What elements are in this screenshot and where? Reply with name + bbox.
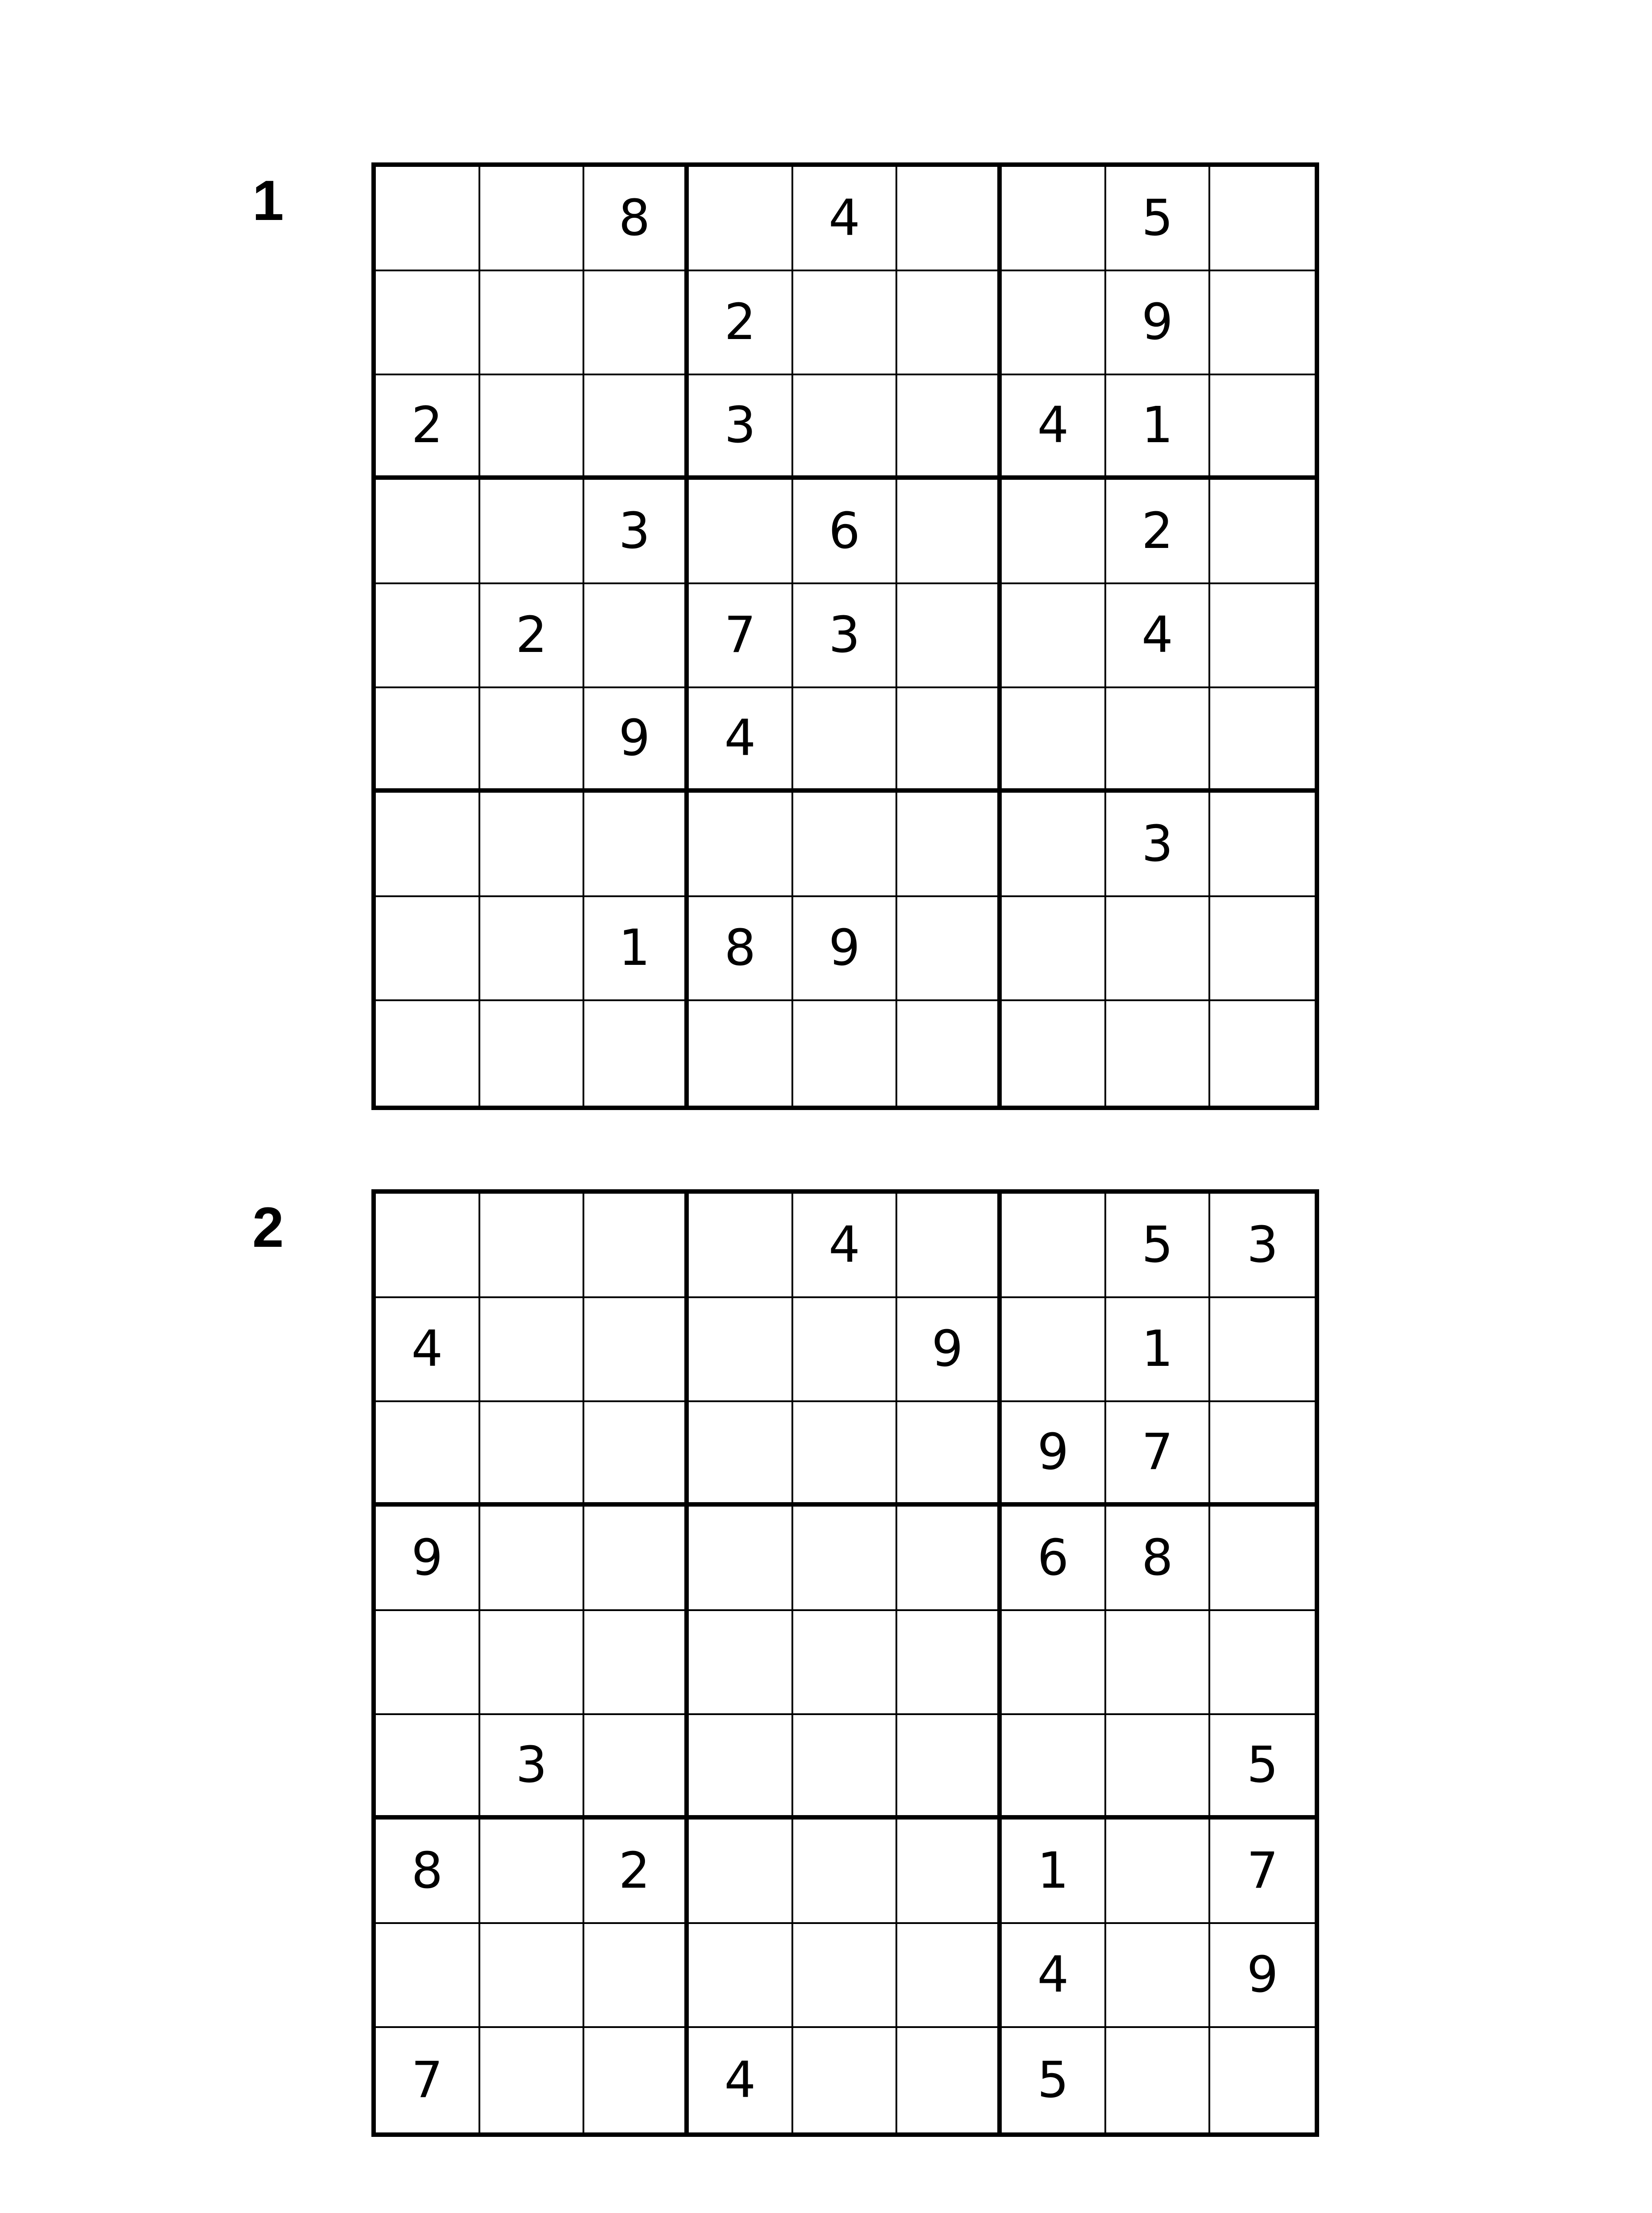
sudoku-cell[interactable]: 2: [689, 271, 793, 376]
puzzle-number: 1: [252, 169, 284, 232]
sudoku-cell[interactable]: 5: [1106, 1194, 1211, 1298]
sudoku-cell[interactable]: 4: [689, 2028, 793, 2132]
sudoku-cell[interactable]: [1106, 1611, 1211, 1716]
sudoku-cell[interactable]: [793, 1298, 898, 1403]
sudoku-cell[interactable]: [897, 1194, 1002, 1298]
sudoku-cell[interactable]: [1002, 1611, 1106, 1716]
sudoku-cell[interactable]: 3: [689, 375, 793, 480]
sudoku-cell[interactable]: [689, 1715, 793, 1820]
sudoku-cell[interactable]: 8: [1106, 1507, 1211, 1611]
sudoku-cell[interactable]: [480, 793, 585, 897]
sudoku-cell[interactable]: [376, 688, 480, 793]
sudoku-cell[interactable]: 3: [584, 480, 689, 584]
sudoku-cell[interactable]: [480, 1507, 585, 1611]
sudoku-cell[interactable]: [793, 1924, 898, 2028]
sudoku-cell[interactable]: [480, 2028, 585, 2132]
sudoku-cell[interactable]: 4: [793, 167, 898, 271]
sudoku-cell[interactable]: [1106, 897, 1211, 1002]
sudoku-cell[interactable]: 7: [376, 2028, 480, 2132]
sudoku-cell[interactable]: [584, 2028, 689, 2132]
sudoku-cell[interactable]: [897, 375, 1002, 480]
sudoku-cell[interactable]: [1106, 1715, 1211, 1820]
sudoku-cell[interactable]: [1210, 1402, 1315, 1507]
sudoku-cell[interactable]: 7: [1210, 1820, 1315, 1924]
sudoku-cell[interactable]: [1002, 167, 1106, 271]
sudoku-cell[interactable]: [1002, 480, 1106, 584]
sudoku-cell[interactable]: [689, 1820, 793, 1924]
sudoku-cell[interactable]: [376, 271, 480, 376]
sudoku-cell[interactable]: 1: [584, 897, 689, 1002]
sudoku-cell[interactable]: [584, 1298, 689, 1403]
sudoku-cell[interactable]: [897, 1611, 1002, 1716]
sudoku-cell[interactable]: [1002, 1715, 1106, 1820]
sudoku-cell[interactable]: [1106, 2028, 1211, 2132]
sudoku-cell[interactable]: 4: [1106, 584, 1211, 689]
sudoku-cell[interactable]: [689, 1298, 793, 1403]
sudoku-cell[interactable]: [897, 2028, 1002, 2132]
sudoku-cell[interactable]: 3: [1210, 1194, 1315, 1298]
sudoku-cell[interactable]: [376, 1402, 480, 1507]
sudoku-cell[interactable]: 8: [689, 897, 793, 1002]
sudoku-cell[interactable]: [584, 375, 689, 480]
puzzle-number: 2: [252, 1196, 284, 1259]
sudoku-cell[interactable]: [897, 480, 1002, 584]
sudoku-cell[interactable]: 9: [584, 688, 689, 793]
sudoku-cell[interactable]: [1002, 793, 1106, 897]
sudoku-cell[interactable]: 5: [1210, 1715, 1315, 1820]
sudoku-cell[interactable]: 4: [689, 688, 793, 793]
sudoku-cell[interactable]: [584, 1507, 689, 1611]
sudoku-cell[interactable]: [584, 584, 689, 689]
sudoku-cell[interactable]: 1: [1106, 1298, 1211, 1403]
sudoku-cell[interactable]: [1210, 480, 1315, 584]
sudoku-cell[interactable]: [897, 897, 1002, 1002]
sudoku-cell[interactable]: [480, 1298, 585, 1403]
sudoku-cell[interactable]: 1: [1002, 1820, 1106, 1924]
sudoku-cell[interactable]: [897, 271, 1002, 376]
sudoku-cell[interactable]: [480, 1924, 585, 2028]
sudoku-cell[interactable]: [793, 2028, 898, 2132]
sudoku-cell[interactable]: 6: [1002, 1507, 1106, 1611]
sudoku-grid: [371, 1189, 1319, 2137]
sudoku-cell[interactable]: [1210, 584, 1315, 689]
sudoku-cell[interactable]: [793, 271, 898, 376]
sudoku-cell[interactable]: [584, 1402, 689, 1507]
sudoku-cell[interactable]: 5: [1106, 167, 1211, 271]
sudoku-cell[interactable]: [1210, 688, 1315, 793]
sudoku-cell[interactable]: 7: [1106, 1402, 1211, 1507]
sudoku-cell[interactable]: 7: [689, 584, 793, 689]
sudoku-cell[interactable]: [1002, 688, 1106, 793]
sudoku-cell[interactable]: [584, 1194, 689, 1298]
sudoku-cell[interactable]: [1210, 1298, 1315, 1403]
sudoku-cell[interactable]: [584, 1715, 689, 1820]
sudoku-cell[interactable]: 9: [1210, 1924, 1315, 2028]
sudoku-cell[interactable]: [689, 1611, 793, 1716]
sudoku-cell[interactable]: 2: [376, 375, 480, 480]
sudoku-cell[interactable]: [1106, 688, 1211, 793]
sudoku-cell[interactable]: [1002, 1194, 1106, 1298]
sudoku-cell[interactable]: [793, 1611, 898, 1716]
sudoku-cell[interactable]: [1210, 1507, 1315, 1611]
sudoku-cell[interactable]: 9: [376, 1507, 480, 1611]
sudoku-cell[interactable]: [1210, 271, 1315, 376]
sudoku-cell[interactable]: 1: [1106, 375, 1211, 480]
sudoku-cell[interactable]: [689, 480, 793, 584]
sudoku-cell[interactable]: 9: [793, 897, 898, 1002]
sudoku-cell[interactable]: [584, 1611, 689, 1716]
sudoku-puzzle-1: [0, 0, 1652, 977]
sudoku-cell[interactable]: [584, 1924, 689, 2028]
sudoku-cell[interactable]: 8: [376, 1820, 480, 1924]
sudoku-cell[interactable]: [480, 1402, 585, 1507]
sudoku-cell[interactable]: 4: [793, 1194, 898, 1298]
sudoku-cell[interactable]: [376, 897, 480, 1002]
sudoku-cell[interactable]: 4: [1002, 1924, 1106, 2028]
sudoku-cell[interactable]: [793, 375, 898, 480]
sudoku-cell[interactable]: [376, 584, 480, 689]
sudoku-cell[interactable]: [897, 688, 1002, 793]
sudoku-cell[interactable]: [480, 271, 585, 376]
sudoku-cell[interactable]: [480, 1820, 585, 1924]
sudoku-cell[interactable]: [897, 167, 1002, 271]
sudoku-cell[interactable]: 9: [1002, 1402, 1106, 1507]
sudoku-cell[interactable]: [480, 1194, 585, 1298]
sudoku-cell[interactable]: 9: [897, 1298, 1002, 1403]
sudoku-cell[interactable]: [689, 1507, 793, 1611]
sudoku-cell[interactable]: [1002, 897, 1106, 1002]
sudoku-cell[interactable]: 5: [1002, 2028, 1106, 2132]
sudoku-cell[interactable]: [1106, 1924, 1211, 2028]
sudoku-cell[interactable]: 3: [793, 584, 898, 689]
sudoku-cell[interactable]: 6: [793, 480, 898, 584]
sudoku-cell[interactable]: 2: [1106, 480, 1211, 584]
sudoku-cell[interactable]: [897, 1820, 1002, 1924]
sudoku-cell[interactable]: [480, 688, 585, 793]
sudoku-cell[interactable]: 3: [480, 1715, 585, 1820]
sudoku-cell[interactable]: [1002, 584, 1106, 689]
sudoku-cell[interactable]: [689, 1924, 793, 2028]
sudoku-cell[interactable]: [480, 375, 585, 480]
sudoku-cell[interactable]: 9: [1106, 271, 1211, 376]
sudoku-cell[interactable]: [1002, 271, 1106, 376]
sudoku-cell[interactable]: [376, 1611, 480, 1716]
sudoku-cell[interactable]: [376, 793, 480, 897]
sudoku-cell[interactable]: [1210, 1611, 1315, 1716]
sudoku-cell[interactable]: [376, 1715, 480, 1820]
sudoku-cell[interactable]: [480, 897, 585, 1002]
sudoku-cell[interactable]: [689, 1194, 793, 1298]
sudoku-cell[interactable]: [376, 480, 480, 584]
sudoku-cell[interactable]: 2: [480, 584, 585, 689]
sudoku-cell[interactable]: 8: [584, 167, 689, 271]
sudoku-cell[interactable]: [1210, 2028, 1315, 2132]
sudoku-cell[interactable]: [1210, 897, 1315, 1002]
sudoku-cell[interactable]: [376, 167, 480, 271]
sudoku-cell[interactable]: [480, 1611, 585, 1716]
sudoku-cell[interactable]: [584, 271, 689, 376]
sudoku-cell[interactable]: [376, 1194, 480, 1298]
sudoku-cell[interactable]: 3: [1106, 793, 1211, 897]
sudoku-cell[interactable]: [689, 1402, 793, 1507]
sudoku-cell[interactable]: [1106, 1820, 1211, 1924]
sudoku-cell[interactable]: [584, 793, 689, 897]
sudoku-cell[interactable]: [897, 584, 1002, 689]
sudoku-cell[interactable]: [897, 1715, 1002, 1820]
sudoku-grid: [371, 162, 1319, 1110]
sudoku-cell[interactable]: [1210, 793, 1315, 897]
sudoku-cell[interactable]: [793, 1715, 898, 1820]
sudoku-cell[interactable]: [897, 1507, 1002, 1611]
sudoku-cell[interactable]: [897, 793, 1002, 897]
sudoku-cell[interactable]: [793, 1507, 898, 1611]
sudoku-cell[interactable]: [793, 1402, 898, 1507]
sudoku-puzzle-2: [0, 1027, 1652, 2109]
sudoku-cell[interactable]: [897, 1402, 1002, 1507]
sudoku-cell[interactable]: [793, 1820, 898, 1924]
sudoku-cell[interactable]: [793, 688, 898, 793]
sudoku-cell[interactable]: [480, 167, 585, 271]
sudoku-cell[interactable]: [376, 1924, 480, 2028]
sudoku-cell[interactable]: [897, 1924, 1002, 2028]
sudoku-cell[interactable]: [1210, 167, 1315, 271]
sudoku-cell[interactable]: [480, 480, 585, 584]
sudoku-cell[interactable]: [793, 793, 898, 897]
sudoku-cell[interactable]: 4: [1002, 375, 1106, 480]
sudoku-cell[interactable]: 4: [376, 1298, 480, 1403]
sudoku-cell[interactable]: [1210, 375, 1315, 480]
sudoku-cell[interactable]: [689, 167, 793, 271]
sudoku-cell[interactable]: [689, 793, 793, 897]
sudoku-cell[interactable]: 2: [584, 1820, 689, 1924]
sudoku-cell[interactable]: [1002, 1298, 1106, 1403]
